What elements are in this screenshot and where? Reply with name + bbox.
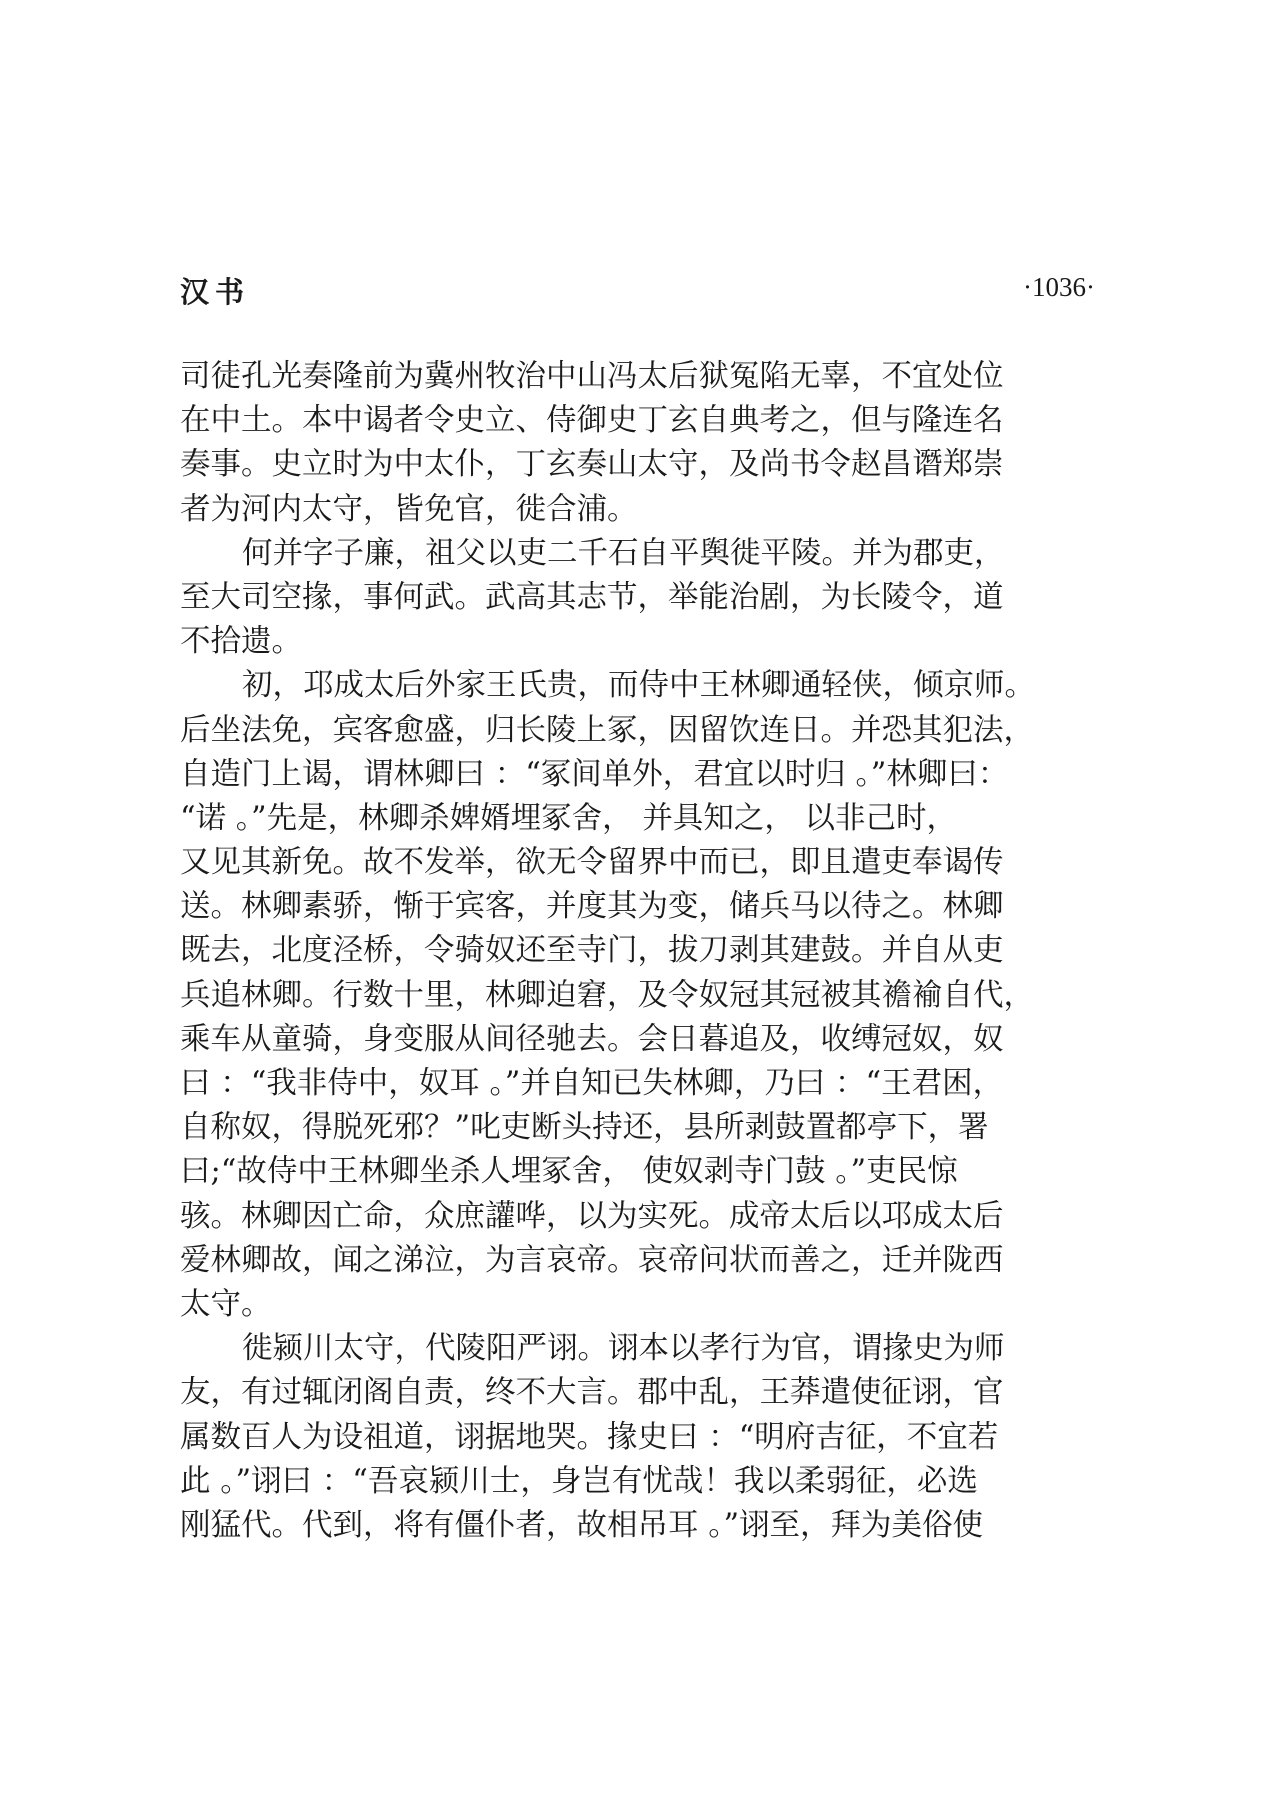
book-title: 汉书 bbox=[180, 275, 251, 309]
text-line: 奏事。史立时为中太仆，丁玄奏山太守，及尚书令赵昌谮郑崇 bbox=[180, 447, 1004, 483]
text-line: 在中土。本中谒者令史立、侍御史丁玄自典考之，但与隆连名 bbox=[180, 403, 1004, 439]
text-line: 者为河内太守，皆免官，徙合浦。 bbox=[180, 491, 638, 527]
text-line: 友，有过辄闭阁自责，终不大言。郡中乱，王莽遣使征诩，官 bbox=[180, 1375, 1004, 1411]
text-line: 又见其新免。故不发举，欲无令留界中而已，即且遣吏奉谒传 bbox=[180, 845, 1004, 881]
text-line: 曰 ：“我非侍中，奴耳 。”并自知已失林卿，乃曰 ：“王君困， bbox=[180, 1066, 1004, 1101]
text-line: 司徒孔光奏隆前为冀州牧治中山冯太后狱冤陷无辜，不宜处位 bbox=[180, 359, 1004, 394]
text-line: 自造门上谒，谓林卿曰 ：“冢间单外，君宜以时归 。”林卿曰： bbox=[180, 756, 1009, 792]
page-number: ·1036· bbox=[1023, 272, 1095, 302]
text-line: “诺 。”先是，林卿杀婢婿埋冢舍， 并具知之， 以非己时， bbox=[180, 800, 958, 836]
text-line: 后坐法免，宾客愈盛，归长陵上冢，因留饮连日。并恐其犯法， bbox=[180, 712, 1034, 748]
text-line: 曰;“故侍中王林卿坐杀人埋冢舍， 使奴剥寺门鼓 。”吏民惊 bbox=[180, 1154, 958, 1190]
text-line: 此 。”诩曰 ：“吾哀颍川士，身岂有忧哉！我以柔弱征，必选 bbox=[180, 1463, 978, 1499]
text-line: 骇。林卿因亡命，众庶讙哗，以为实死。成帝太后以邛成太后 bbox=[180, 1198, 1004, 1234]
text-line: 初，邛成太后外家王氏贵，而侍中王林卿通轻侠，倾京师。 bbox=[242, 668, 1035, 704]
text-line: 爱林卿故，闻之涕泣，为言哀帝。哀帝问状而善之，迁并陇西 bbox=[180, 1242, 1004, 1278]
text-line: 刚猛代。代到，将有僵仆者，故相吊耳 。”诩至，拜为美俗使 bbox=[180, 1507, 984, 1543]
text-line: 徙颍川太守，代陵阳严诩。诩本以孝行为官，谓掾史为师 bbox=[242, 1331, 1005, 1367]
text-line: 兵追林卿。行数十里，林卿迫窘，及令奴冠其冠被其襜褕自代， bbox=[180, 977, 1034, 1013]
text-line: 太守。 bbox=[180, 1286, 272, 1322]
text-line: 乘车从童骑，身变服从间径驰去。会日暮追及，收缚冠奴，奴 bbox=[180, 1021, 1004, 1057]
page-header bbox=[180, 270, 1095, 310]
text-line: 至大司空掾，事何武。武高其志节，举能治剧，为长陵令，道 bbox=[180, 579, 1004, 615]
text-body bbox=[180, 355, 1115, 1548]
text-line: 既去，北度泾桥，令骑奴还至寺门，拔刀剥其建鼓。并自从吏 bbox=[180, 933, 1004, 969]
text-line: 送。林卿素骄，惭于宾客，并度其为变，储兵马以待之。林卿 bbox=[180, 889, 1004, 925]
text-line: 自称奴，得脱死邪？”叱吏断头持还，县所剥鼓置都亭下，署 bbox=[180, 1110, 989, 1146]
text-line: 何并字子廉，祖父以吏二千石自平舆徙平陵。并为郡吏， bbox=[242, 535, 1005, 571]
text-line: 不拾遗。 bbox=[180, 624, 302, 660]
text-line: 属数百人为设祖道，诩据地哭。掾史曰 ：“明府吉征，不宜若 bbox=[180, 1419, 999, 1455]
